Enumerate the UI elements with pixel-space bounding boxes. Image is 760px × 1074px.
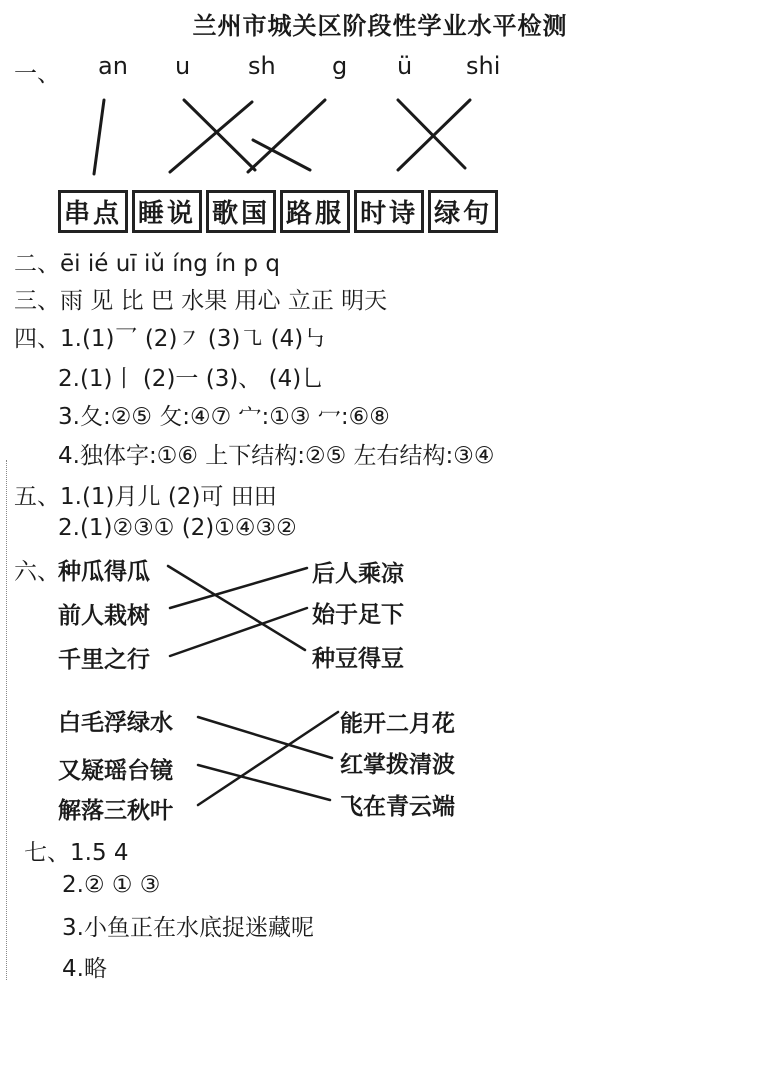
q6-right-a-2: 始于足下	[312, 602, 404, 628]
q4-line-3: 3.夂:②⑤ 攵:④⑦ 宀:①③ 冖:⑥⑧	[58, 404, 390, 430]
q6-line-1	[168, 566, 305, 650]
q6-label: 六、	[14, 559, 60, 585]
q7-line-1: 七、1.5 4	[24, 840, 129, 866]
q1-line-3	[170, 102, 252, 172]
q1-label: 一、	[14, 61, 60, 87]
q6-left-b-2: 又疑瑶台镜	[58, 758, 173, 784]
q7-line-2: 2.② ① ③	[62, 872, 161, 898]
q1-box-5: 时诗	[354, 190, 424, 233]
q5-line-2: 2.(1)②③① (2)①④③②	[58, 515, 297, 541]
q6-left-a-3: 千里之行	[58, 647, 150, 673]
q1-pinyin-2: u	[175, 52, 191, 80]
page-title: 兰州市城关区阶段性学业水平检测	[192, 12, 568, 40]
q6-left-a-2: 前人栽树	[58, 603, 150, 629]
q1-box-3: 歌国	[206, 190, 276, 233]
q6-line-2	[170, 568, 307, 608]
q7-line-4: 4.略	[62, 956, 107, 982]
q1-line-1	[94, 100, 104, 174]
q6-right-b-1: 能开二月花	[340, 711, 455, 737]
q3-line: 三、雨 见 比 巴 水果 用心 立正 明天	[14, 288, 388, 314]
q4-line-1: 四、1.(1)乛 (2)㇇ (3)㇈ (4)㇉	[14, 326, 327, 352]
q6-right-a-3: 种豆得豆	[312, 646, 404, 672]
q6-left-b-3: 解落三秋叶	[58, 798, 173, 824]
q6-line-5	[198, 765, 330, 800]
q1-box-6: 绿句	[428, 190, 498, 233]
q1-box-4: 路服	[280, 190, 350, 233]
q1-line-5	[253, 140, 310, 170]
q6-right-b-3: 飞在青云端	[340, 794, 455, 820]
q4-line-4: 4.独体字:①⑥ 上下结构:②⑤ 左右结构:③④	[58, 443, 495, 469]
q6-right-b-2: 红掌拨清波	[340, 752, 455, 778]
q6-line-3	[170, 608, 307, 656]
q2-line: 二、ēi ié uī iǔ íng ín p q	[14, 251, 280, 277]
q1-line-6	[398, 100, 465, 168]
q1-pinyin-3: sh	[248, 52, 276, 80]
q6-left-b-1: 白毛浮绿水	[58, 710, 173, 736]
q6-left-a-1: 种瓜得瓜	[58, 559, 150, 585]
q6-right-a-1: 后人乘凉	[312, 561, 404, 587]
q1-box-1: 串点	[58, 190, 128, 233]
q1-pinyin-4: g	[332, 52, 348, 80]
q1-pinyin-6: shi	[466, 52, 501, 80]
q7-line-3: 3.小鱼正在水底捉迷藏呢	[62, 915, 314, 941]
q1-box-2: 睡说	[132, 190, 202, 233]
q4-line-2: 2.(1)丨 (2)一 (3)、 (4)乚	[58, 366, 325, 392]
q6-line-4	[198, 717, 332, 758]
binding-edge-dots	[6, 460, 7, 980]
q6-line-6	[198, 712, 338, 805]
q1-pinyin-5: ü	[397, 52, 413, 80]
q5-line-1: 五、1.(1)月儿 (2)可 田田	[14, 484, 277, 510]
q1-pinyin-1: an	[98, 52, 128, 80]
q1-line-4	[248, 100, 325, 172]
